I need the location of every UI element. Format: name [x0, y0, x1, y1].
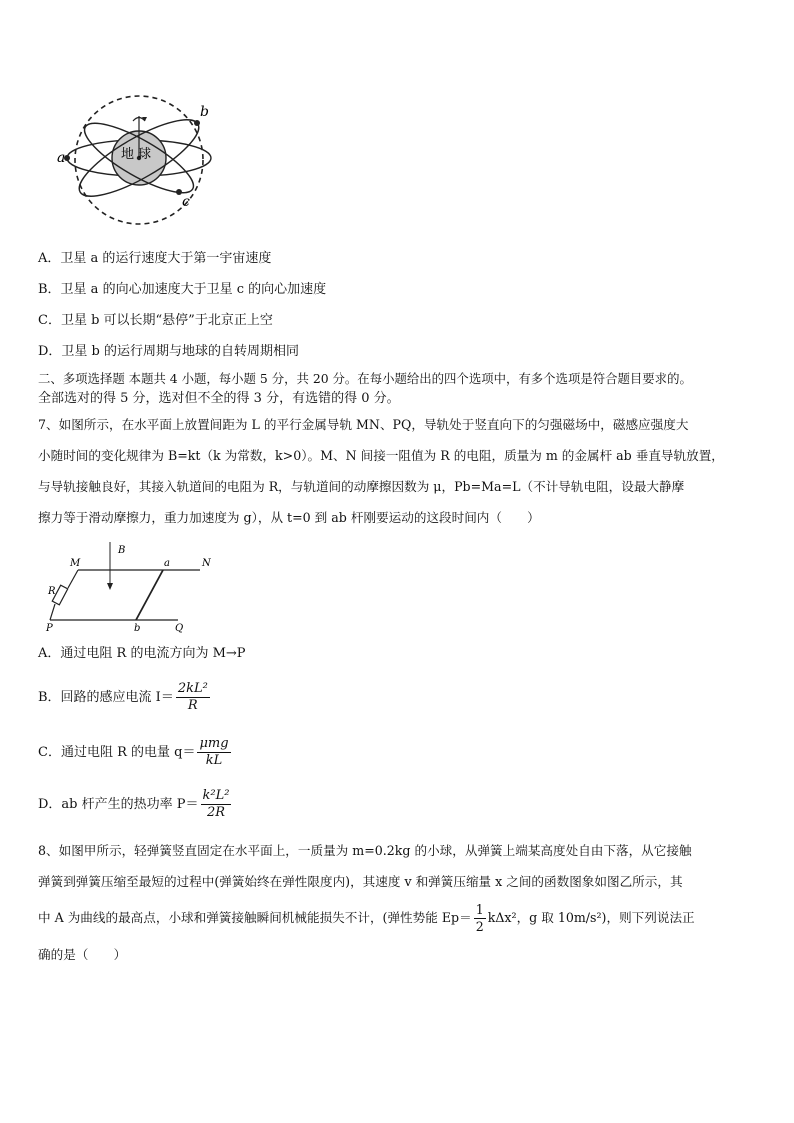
section2-line1: 二、多项选择题 本题共 4 小题，每小题 5 分，共 20 分。在每小题给出的四个选项中，有多个选项是符合题目要求的。 [38, 371, 692, 386]
q6-option-d: D．卫星 b 的运行周期与地球的自转周期相同 [38, 344, 300, 359]
rod-ab [136, 570, 163, 620]
q7-line3: 与导轨接触良好，其接入轨道间的电阻为 R，与轨道间的动摩擦因数为 μ，Pb=Ma=L（不计导轨电阻，设最大静摩 [38, 479, 685, 494]
q7-line1: 7、如图所示，在水平面上放置间距为 L 的平行金属导轨 MN、PQ，导轨处于竖直向下的匀强磁场中，磁感应强度大 [38, 417, 689, 432]
q7-option-d: D．ab 杆产生的热功率 P＝ $\frac{\text{k²L²}}{2R}$ [38, 788, 230, 820]
svg-text:B: B [118, 545, 126, 556]
svg-text:M: M [70, 558, 81, 569]
q7-line2: 小随时间的变化规律为 B=kt（k 为常数，k>0）。M、N 间接一阻值为 R 的电阻，质量为 m 的金属杆 ab 垂直导轨放置， [38, 448, 724, 463]
svg-text:N: N [202, 558, 211, 569]
q8-line1: 8、如图甲所示，轻弹簧竖直固定在水平面上，一质量为 m=0.2kg 的小球，从弹簧上端某高度处自由下落，从它接触 [38, 843, 692, 858]
q8-line4: 确的是（ ） [38, 947, 127, 962]
q7-option-b: B．回路的感应电流 I＝ $\frac{\text{2kL²}}{R}$ [38, 681, 208, 713]
q8-line2: 弹簧到弹簧压缩至最短的过程中(弹簧始终在弹性限度内)，其速度 v 和弹簧压缩量 x 之间的函数图象如图乙所示，其 [38, 874, 683, 889]
q6-option-a: A．卫星 a 的运行速度大于第一宇宙速度 [38, 251, 272, 266]
label-a: a [57, 150, 66, 166]
down-arrow-icon [107, 583, 113, 590]
q7-line4: 擦力等于滑动摩擦力，重力加速度为 g），从 t=0 到 ab 杆刚要运动的这段时间内（ ） [38, 510, 540, 525]
svg-text:b: b [134, 623, 141, 634]
earth-label: 地 球 [121, 147, 152, 162]
q7-option-a: A．通过电阻 R 的电流方向为 M→P [38, 646, 246, 661]
q8-line3: 中 A 为曲线的最高点，小球和弹簧接触瞬间机械能损失不计，(弹性势能 Ep＝ $\frac{1}{2}$ kΔx²，g 取 10m/s²)，则下列说法正 [38, 902, 695, 934]
svg-text:P: P [46, 623, 53, 634]
svg-text:R: R [48, 586, 56, 597]
q6-option-c: C．卫星 b 可以长期“悬停”于北京正上空 [38, 313, 273, 328]
satellite-b [194, 120, 200, 126]
q6-option-b: B．卫星 a 的向心加速度大于卫星 c 的向心加速度 [38, 282, 327, 297]
section2-line2: 全部选对的得 5 分，选对但不全的得 3 分，有选错的得 0 分。 [38, 391, 400, 406]
rail-circuit-figure [40, 540, 230, 635]
svg-text:a: a [164, 558, 170, 569]
q7-option-c: C．通过电阻 R 的电量 q＝ $\frac{\text{μmg}}{kL}$ [38, 736, 229, 768]
svg-text:Q: Q [175, 623, 184, 634]
label-c: c [182, 194, 190, 210]
label-b: b [200, 104, 209, 120]
satellite-orbit-figure [55, 88, 220, 233]
